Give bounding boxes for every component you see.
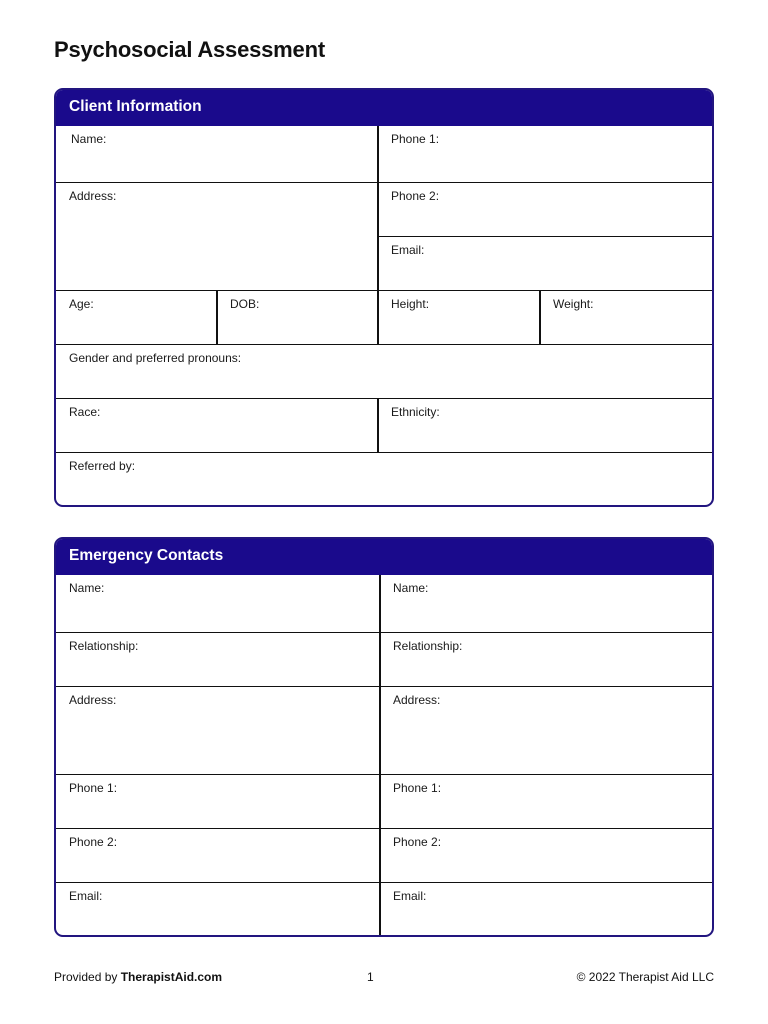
client-gender-pronouns-field[interactable]: [56, 344, 714, 399]
client-name-field[interactable]: [58, 126, 379, 183]
divider: [377, 126, 379, 290]
emergency1-address-label: Address:: [69, 693, 117, 707]
emergency-contacts-header: Emergency Contacts: [56, 539, 712, 575]
divider: [377, 398, 379, 452]
footer-copyright: © 2022 Therapist Aid LLC: [576, 970, 714, 984]
client-referred-by-label: Referred by:: [69, 459, 136, 473]
client-email-label: Email:: [391, 243, 425, 257]
client-weight-label: Weight:: [553, 297, 594, 311]
emergency1-name-label: Name:: [69, 581, 105, 595]
emergency1-phone1-field[interactable]: [56, 774, 380, 829]
emergency1-name-field[interactable]: [56, 575, 380, 633]
emergency1-email-label: Email:: [69, 889, 103, 903]
client-height-label: Height:: [391, 297, 430, 311]
emergency1-relationship-field[interactable]: [56, 632, 380, 687]
client-phone1-field[interactable]: [378, 126, 714, 183]
client-address-label: Address:: [69, 189, 117, 203]
client-dob-label: DOB:: [230, 297, 260, 311]
emergency1-address-field[interactable]: [56, 686, 380, 775]
footer-provided-prefix: Provided by: [54, 970, 121, 984]
emergency1-relationship-label: Relationship:: [69, 639, 139, 653]
footer-brand-link[interactable]: TherapistAid.com: [120, 970, 223, 984]
client-ethnicity-label: Ethnicity:: [391, 405, 440, 419]
emergency2-email-label: Email:: [393, 889, 427, 903]
client-phone2-field[interactable]: [378, 182, 714, 237]
divider: [539, 290, 541, 345]
page-title: Psychosocial Assessment: [54, 37, 325, 62]
emergency1-phone1-label: Phone 1:: [69, 781, 118, 795]
emergency1-phone2-label: Phone 2:: [69, 835, 118, 849]
emergency-contacts-section: [54, 537, 714, 937]
emergency2-phone2-field[interactable]: [380, 828, 714, 883]
emergency1-phone2-field[interactable]: [56, 828, 380, 883]
emergency1-email-field[interactable]: [56, 882, 380, 935]
emergency2-phone1-label: Phone 1:: [393, 781, 442, 795]
client-gender-pronouns-label: Gender and preferred pronouns:: [69, 351, 242, 365]
emergency2-name-label: Name:: [393, 581, 429, 595]
divider: [379, 575, 381, 935]
emergency2-address-label: Address:: [393, 693, 441, 707]
client-age-label: Age:: [69, 297, 94, 311]
emergency2-phone2-label: Phone 2:: [393, 835, 442, 849]
client-age-field[interactable]: [56, 290, 217, 345]
emergency2-address-field[interactable]: [380, 686, 714, 775]
client-information-section: [54, 88, 714, 507]
client-race-field[interactable]: [56, 398, 379, 452]
emergency2-name-field[interactable]: [380, 575, 714, 633]
emergency2-email-field[interactable]: [380, 882, 714, 935]
client-referred-by-field[interactable]: [56, 452, 714, 505]
client-name-label: Name:: [71, 132, 107, 146]
footer-provided-by: [54, 970, 222, 984]
client-race-label: Race:: [69, 405, 101, 419]
client-height-field[interactable]: [378, 290, 540, 345]
client-information-header: Client Information: [56, 90, 712, 126]
client-phone1-label: Phone 1:: [391, 132, 440, 146]
client-dob-field[interactable]: [217, 290, 378, 345]
client-ethnicity-field[interactable]: [378, 398, 714, 452]
client-weight-field[interactable]: [540, 290, 714, 345]
divider: [377, 290, 379, 345]
client-phone2-label: Phone 2:: [391, 189, 440, 203]
emergency2-phone1-field[interactable]: [380, 774, 714, 829]
client-email-field[interactable]: [378, 236, 714, 290]
emergency2-relationship-field[interactable]: [380, 632, 714, 687]
client-address-field[interactable]: [56, 182, 379, 290]
page-number: 1: [367, 970, 374, 984]
emergency2-relationship-label: Relationship:: [393, 639, 463, 653]
divider: [216, 290, 218, 345]
